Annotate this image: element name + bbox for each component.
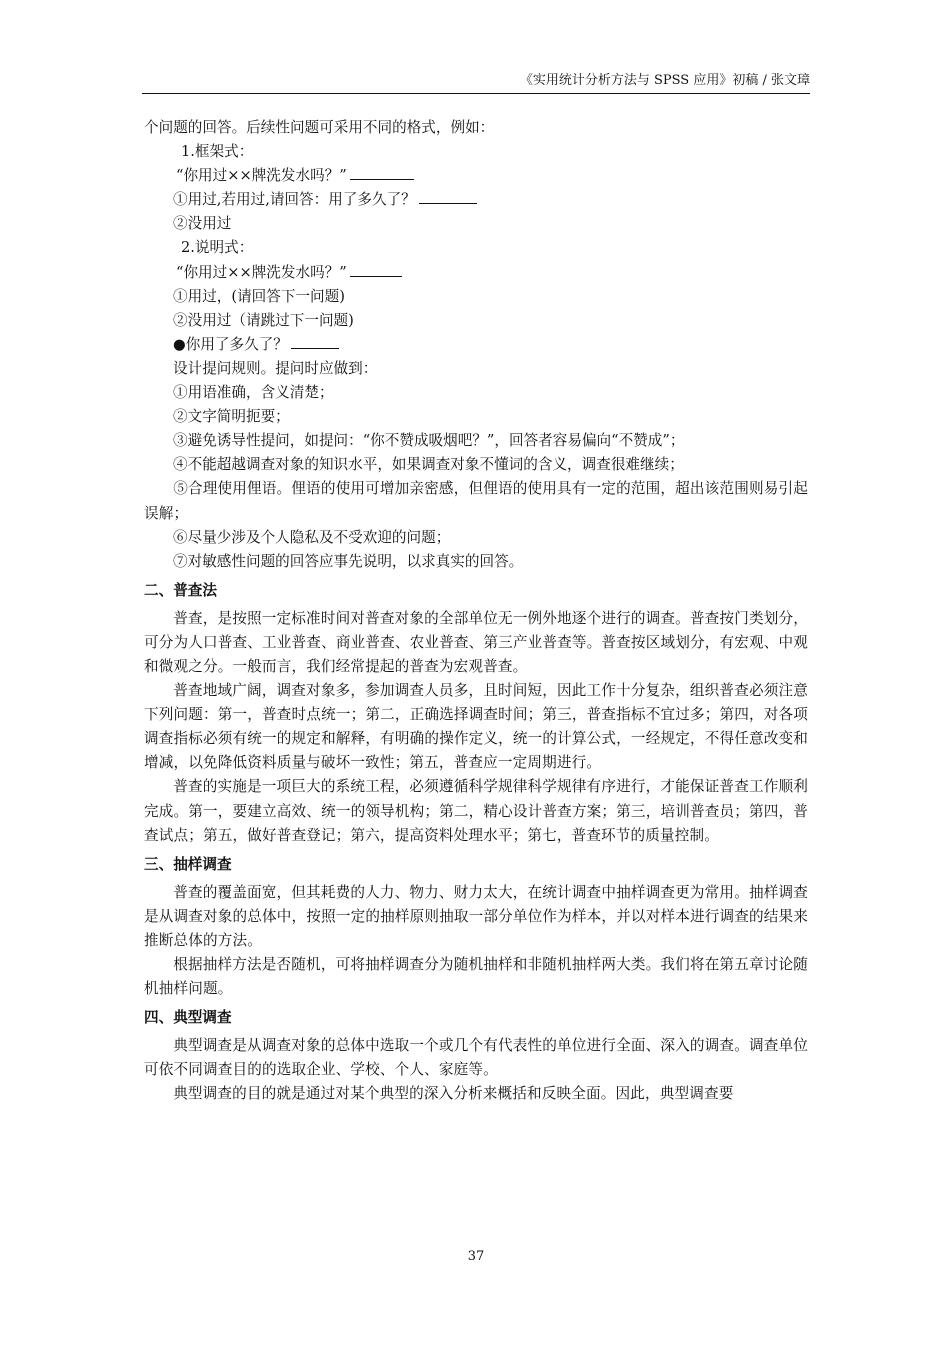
rule-item: ⑦对敏感性问题的回答应事先说明，以求真实的回答。 (173, 552, 524, 570)
answer-blank (291, 334, 339, 349)
rule-item: ⑥尽量少涉及个人隐私及不受欢迎的问题； (173, 528, 451, 546)
format2-followup-text: ●你用了多久了？ (173, 335, 288, 353)
rule-item: ③避免诱导性提问，如提问：“你不赞成吸烟吧？”，回答者容易偏向“不赞成”； (173, 432, 685, 450)
format2-option2: ②没用过（请跳过下一问题) (173, 311, 354, 329)
answer-blank (350, 165, 414, 180)
format2-followup (144, 333, 808, 357)
section-heading: 四、典型调查 (144, 1009, 232, 1027)
answer-blank (350, 262, 402, 277)
format1-question-text: “你用过××牌洗发水吗？” (176, 167, 347, 185)
format2-question-text: “你用过××牌洗发水吗？” (176, 263, 347, 281)
rule-item: ④不能超越调查对象的知识水平，如果调查对象不懂词的含义，调查很难继续； (173, 456, 684, 474)
rule-item: ⑤合理使用俚语。俚语的使用可增加亲密感，但俚语的使用具有一定的范围，超出该范围则易引起误解； (144, 480, 808, 522)
rule-item: ②文字简明扼要； (173, 408, 290, 426)
answer-blank (419, 189, 477, 204)
rule-item: ①用语准确，含义清楚； (173, 384, 334, 402)
paragraph: 普查的实施是一项巨大的系统工程，必须遵循科学规律科学规律有序进行，才能保证普查工作顺利完成。第一，要建立高效、统一的领导机构；第二，精心设计普查方案；第三，培训普查员；第四，普查试点；第五，做好普查登记；第六，提高资料处理水平；第七，普查环节的质量控制。 (144, 778, 808, 844)
section-heading: 三、抽样调查 (144, 855, 232, 873)
format2-question (144, 261, 808, 285)
format1-option2: ②没用过 (173, 215, 232, 233)
format2-option1: ①用过，(请回答下一问题) (173, 287, 345, 305)
paragraph: 普查，是按照一定标准时间对普查对象的全部单位无一例外地逐个进行的调查。普查按门类划分，可分为人口普查、工业普查、商业普查、农业普查、第三产业普查等。普查按区域划分，有宏观、中观和微观之分。一般而言，我们经常提起的普查为宏观普查。 (144, 609, 808, 675)
rules-intro: 设计提问规则。提问时应做到： (173, 359, 378, 377)
header-rule (142, 93, 810, 94)
format1-option1 (144, 188, 808, 212)
paragraph: 典型调查的目的就是通过对某个典型的深入分析来概括和反映全面。因此，典型调查要 (173, 1085, 734, 1103)
paragraph: 普查地域广阔，调查对象多，参加调查人员多，且时间短，因此工作十分复杂，组织普查必须注意下列问题：第一，普查时点统一；第二，正确选择调查时间；第三，普查指标不宜过多；第四，对各项调查指标必须有统一的规定和解释，有明确的操作定义，统一的计算公式，一经规定，不得任意改变和增减，以免降低资料质量与破坏一致性；第五，普查应一定周期进行。 (144, 682, 808, 772)
format1-option1-text: ①用过,若用过,请回答：用了多久了？ (173, 191, 416, 209)
format1-label: 1.框架式： (181, 143, 254, 161)
format1-question (144, 164, 808, 188)
paragraph: 典型调查是从调查对象的总体中选取一个或几个有代表性的单位进行全面、深入的调查。调查单位可依不同调查目的的选取企业、学校、个人、家庭等。 (144, 1037, 808, 1079)
paragraph: 根据抽样方法是否随机，可将抽样调查分为随机抽样和非随机抽样两大类。我们将在第五章讨论随机抽样问题。 (144, 956, 808, 998)
intro-line: 个问题的回答。后续性问题可采用不同的格式，例如： (144, 119, 495, 136)
format2-label: 2.说明式： (181, 239, 254, 257)
running-header: 《实用统计分析方法与 SPSS 应用》初稿 / 张文璋 (519, 73, 810, 88)
page-number: 37 (467, 1249, 485, 1264)
section-heading: 二、普查法 (144, 581, 217, 599)
paragraph: 普查的覆盖面宽，但其耗费的人力、物力、财力太大，在统计调查中抽样调查更为常用。抽样调查是从调查对象的总体中，按照一定的抽样原则抽取一部分单位作为样本，并以对样本进行调查的结果来推断总体的方法。 (144, 883, 808, 949)
page-body (144, 116, 808, 1106)
